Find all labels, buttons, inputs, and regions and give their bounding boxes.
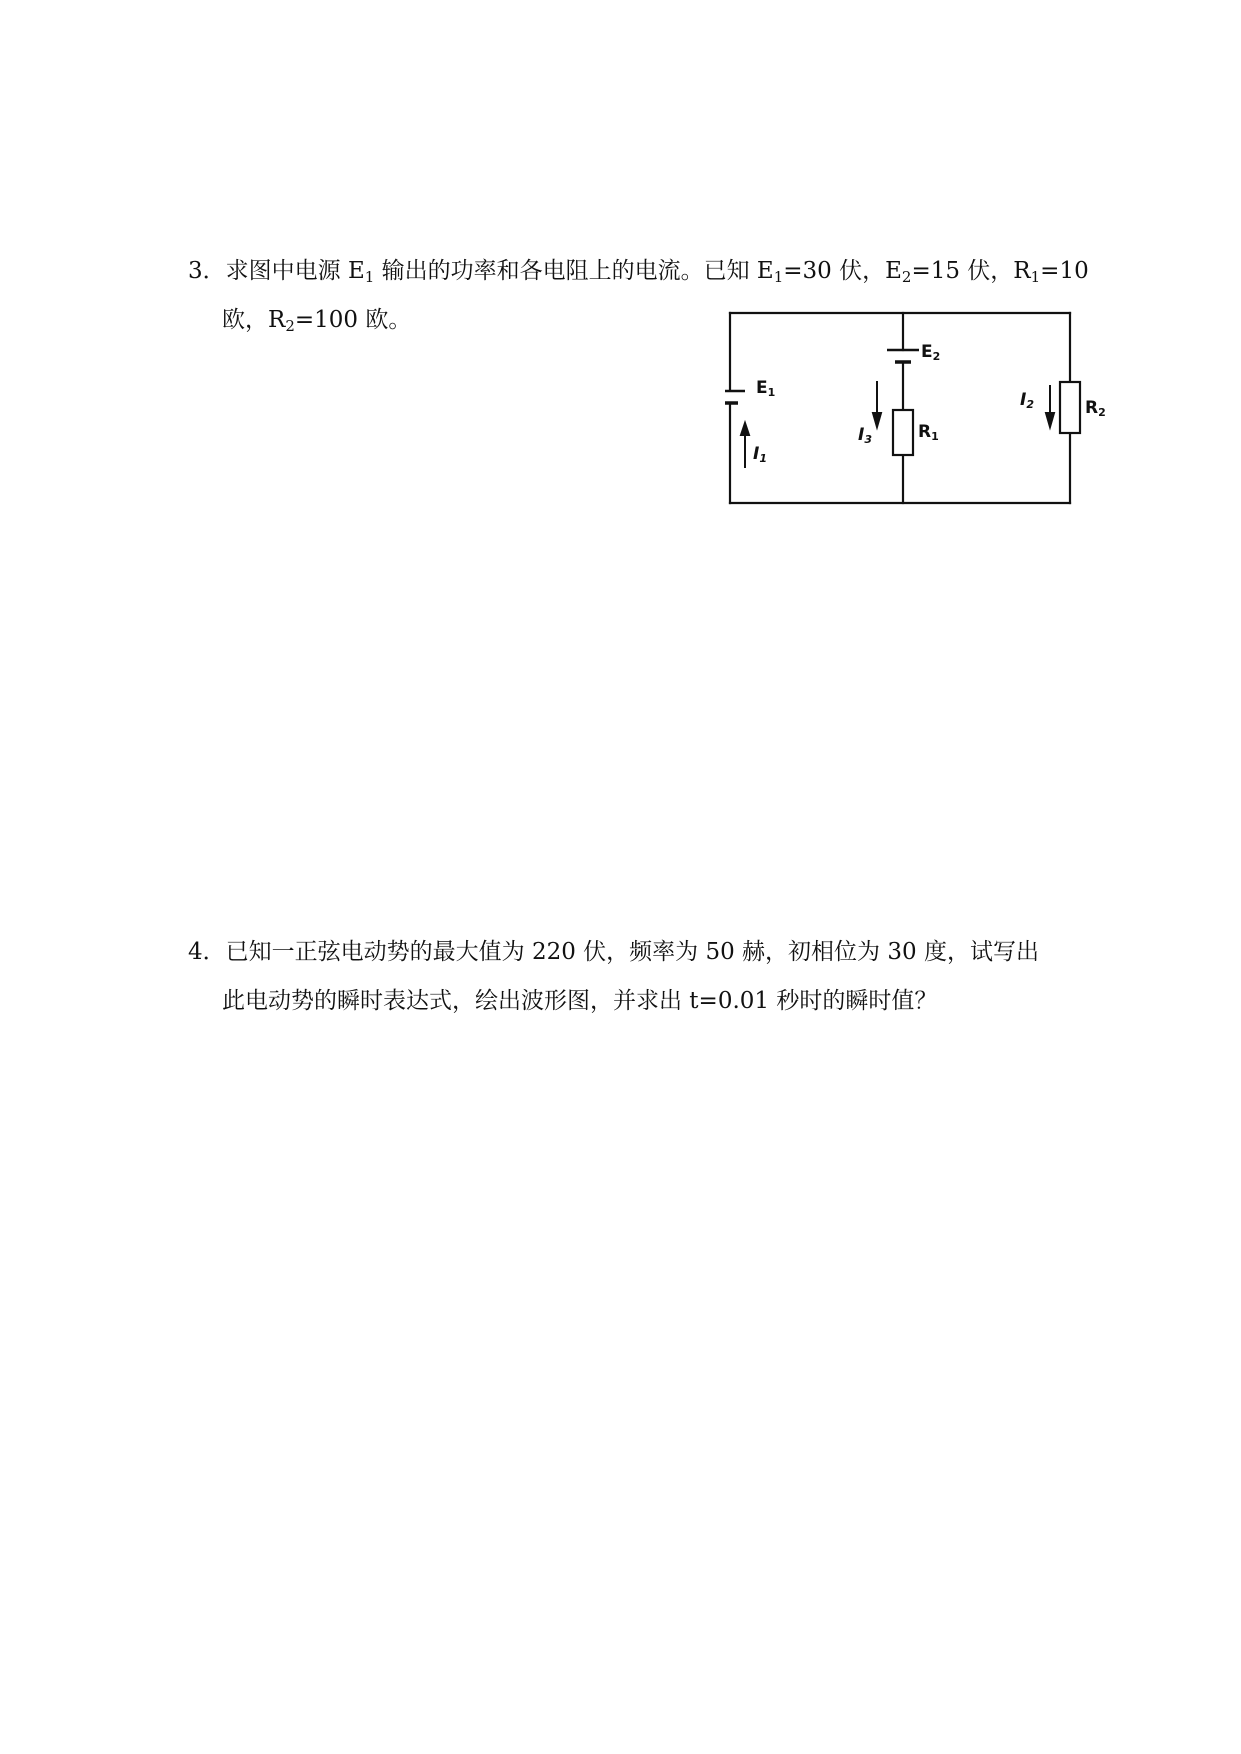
q3-text-a: 求图中电源 E [225, 258, 365, 284]
i2-arrow-head [1046, 413, 1054, 427]
label-r1: R1 [918, 422, 939, 443]
q4-number: 4． [188, 939, 226, 965]
i3-arrow-head [873, 413, 881, 427]
q3-sub: 1 [364, 268, 375, 286]
r1-resistor [893, 410, 913, 455]
q3-text-f: 欧，R [222, 307, 286, 333]
q3-sub: 2 [901, 268, 912, 286]
label-i3: I3 [858, 425, 872, 446]
label-i1: I1 [753, 444, 767, 465]
q3-sub: 1 [1030, 268, 1041, 286]
i1-arrow-head [741, 423, 749, 435]
q3-text-d: =15 伏，R [911, 258, 1031, 284]
q3-sub: 1 [773, 268, 784, 286]
label-i2: I2 [1020, 390, 1034, 411]
q3-text-b: 输出的功率和各电阻上的电流。已知 E [374, 258, 774, 284]
label-e2: E2 [921, 342, 941, 363]
circuit-diagram [725, 305, 1115, 520]
label-r2: R2 [1085, 398, 1106, 419]
q3-sub: 2 [285, 317, 295, 335]
q4-text-1: 已知一正弦电动势的最大值为 220 伏，频率为 50 赫，初相位为 30 度，试写出 [225, 939, 1039, 965]
q3-text-c: =30 伏，E [783, 258, 902, 284]
r2-resistor [1060, 382, 1080, 433]
q4-text-2: 此电动势的瞬时表达式，绘出波形图，并求出 t=0.01 秒时的瞬时值？ [222, 988, 938, 1014]
q3-text-g: =100 欧。 [294, 307, 412, 333]
q3-line-1 [188, 256, 1089, 286]
q3-number: 3． [188, 258, 226, 284]
q3-line-2 [222, 305, 411, 335]
q4-line-2 [222, 986, 937, 1016]
label-e1: E1 [756, 378, 776, 399]
q4-line-1 [188, 937, 1039, 967]
q3-text-e: =10 [1040, 258, 1089, 284]
